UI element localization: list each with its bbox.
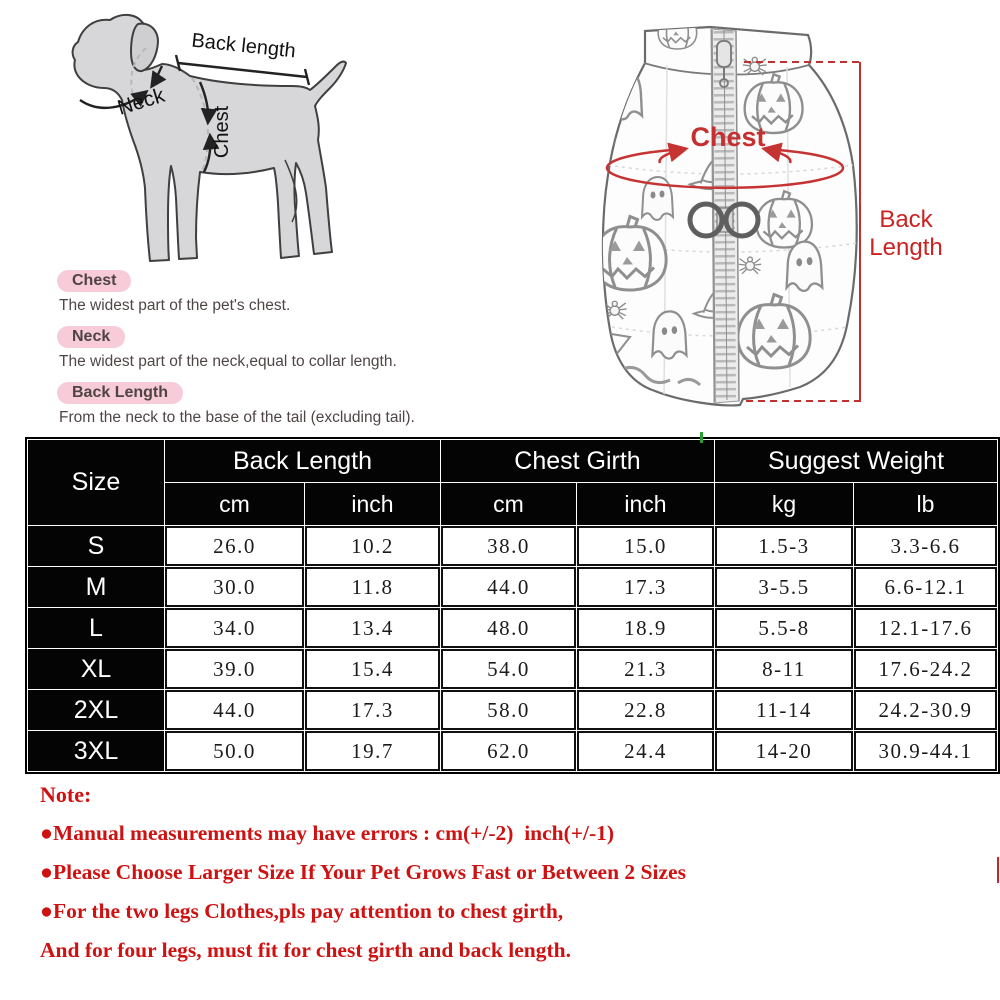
cell-back-cm: 44.0 (165, 690, 304, 730)
note-line-four-legs: And for four legs, must fit for chest girth and back length. (40, 938, 571, 962)
suggest-weight-group-header: Suggest Weight (715, 440, 997, 482)
cell-back-cm: 26.0 (165, 526, 304, 566)
definition-back-length (57, 382, 487, 427)
back-length-inch-header: inch (305, 483, 440, 525)
note-line-two-legs: ●For the two legs Clothes,pls pay attention to chest girth, (40, 899, 564, 923)
cell-weight-kg: 11-14 (715, 690, 853, 730)
cell-back-inch: 13.4 (305, 608, 440, 648)
cell-weight-kg: 14-20 (715, 731, 853, 771)
measurement-definitions (57, 270, 487, 438)
weight-kg-header: kg (715, 483, 853, 525)
vest-back-label-line2: Length (869, 234, 943, 261)
table-row-l (28, 608, 997, 648)
note-line-choose-larger: ●Please Choose Larger Size If Your Pet Grows Fast or Between 2 Sizes (40, 860, 686, 884)
chest-definition-text: The widest part of the pet's chest. (59, 297, 291, 314)
cell-chest-cm: 62.0 (441, 731, 576, 771)
back-length-term-pill: Back Length (57, 382, 183, 404)
cell-weight-lb: 30.9-44.1 (854, 731, 997, 771)
size-label: L (28, 608, 164, 648)
chest-girth-inch-header: inch (577, 483, 714, 525)
size-label: S (28, 526, 164, 566)
cell-back-cm: 50.0 (165, 731, 304, 771)
cell-chest-inch: 24.4 (577, 731, 714, 771)
cell-weight-lb: 3.3-6.6 (854, 526, 997, 566)
cell-weight-lb: 6.6-12.1 (854, 567, 997, 607)
cell-chest-inch: 18.9 (577, 608, 714, 648)
vest-back-label-line1: Back (879, 206, 933, 233)
weight-lb-header: lb (854, 483, 997, 525)
cell-back-inch: 11.8 (305, 567, 440, 607)
red-edge-artifact (997, 857, 999, 883)
size-label: XL (28, 649, 164, 689)
back-length-group-header: Back Length (165, 440, 440, 482)
cell-chest-cm: 38.0 (441, 526, 576, 566)
back-length-cm-header: cm (165, 483, 304, 525)
neck-definition-text: The widest part of the neck,equal to collar length. (59, 353, 397, 370)
cell-back-cm: 34.0 (165, 608, 304, 648)
size-label: 3XL (28, 731, 164, 771)
dog-back-length-label: Back length (190, 29, 297, 63)
vest-chest-label: Chest (690, 122, 766, 152)
definition-chest (57, 270, 487, 315)
vest-product-diagram (560, 15, 1000, 415)
cell-weight-lb: 12.1-17.6 (854, 608, 997, 648)
cell-back-inch: 19.7 (305, 731, 440, 771)
table-header-group-row (28, 440, 997, 482)
neck-term-pill: Neck (57, 326, 125, 348)
dog-measurement-diagram (30, 8, 370, 293)
cell-weight-lb: 24.2-30.9 (854, 690, 997, 730)
cell-back-cm: 30.0 (165, 567, 304, 607)
note-title: Note: (40, 782, 92, 807)
table-header-units-row (28, 483, 997, 525)
cell-chest-cm: 54.0 (441, 649, 576, 689)
back-length-definition-text: From the neck to the base of the tail (excluding tail). (59, 409, 415, 426)
chest-girth-group-header: Chest Girth (441, 440, 714, 482)
chest-term-pill: Chest (57, 270, 131, 292)
cell-chest-cm: 44.0 (441, 567, 576, 607)
cell-weight-kg: 8-11 (715, 649, 853, 689)
cell-back-inch: 10.2 (305, 526, 440, 566)
green-tick-artifact (700, 432, 703, 443)
cell-back-inch: 17.3 (305, 690, 440, 730)
size-column-header: Size (28, 440, 164, 525)
dog-chest-label: Chest (211, 105, 233, 159)
chest-girth-cm-header: cm (441, 483, 576, 525)
table-row-xl (28, 649, 997, 689)
zipper-pull (717, 41, 731, 67)
table-row-2xl (28, 690, 997, 730)
cell-weight-lb: 17.6-24.2 (854, 649, 997, 689)
table-row-s (28, 526, 997, 566)
cell-weight-kg: 5.5-8 (715, 608, 853, 648)
cell-back-inch: 15.4 (305, 649, 440, 689)
note-line-measurement-error: ●Manual measurements may have errors : cm(+/-2) inch(+/-1) (40, 821, 615, 845)
cell-weight-kg: 3-5.5 (715, 567, 853, 607)
table-row-m (28, 567, 997, 607)
cell-chest-inch: 21.3 (577, 649, 714, 689)
cell-weight-kg: 1.5-3 (715, 526, 853, 566)
cell-chest-inch: 15.0 (577, 526, 714, 566)
cell-chest-inch: 22.8 (577, 690, 714, 730)
cell-chest-cm: 58.0 (441, 690, 576, 730)
size-table (25, 437, 1000, 774)
definition-neck (57, 326, 487, 371)
cell-chest-cm: 48.0 (441, 608, 576, 648)
cell-back-cm: 39.0 (165, 649, 304, 689)
size-label: 2XL (28, 690, 164, 730)
size-label: M (28, 567, 164, 607)
cell-chest-inch: 17.3 (577, 567, 714, 607)
table-row-3xl (28, 731, 997, 771)
dog-neck-label: Neck (114, 83, 168, 120)
notes-section (40, 782, 990, 977)
